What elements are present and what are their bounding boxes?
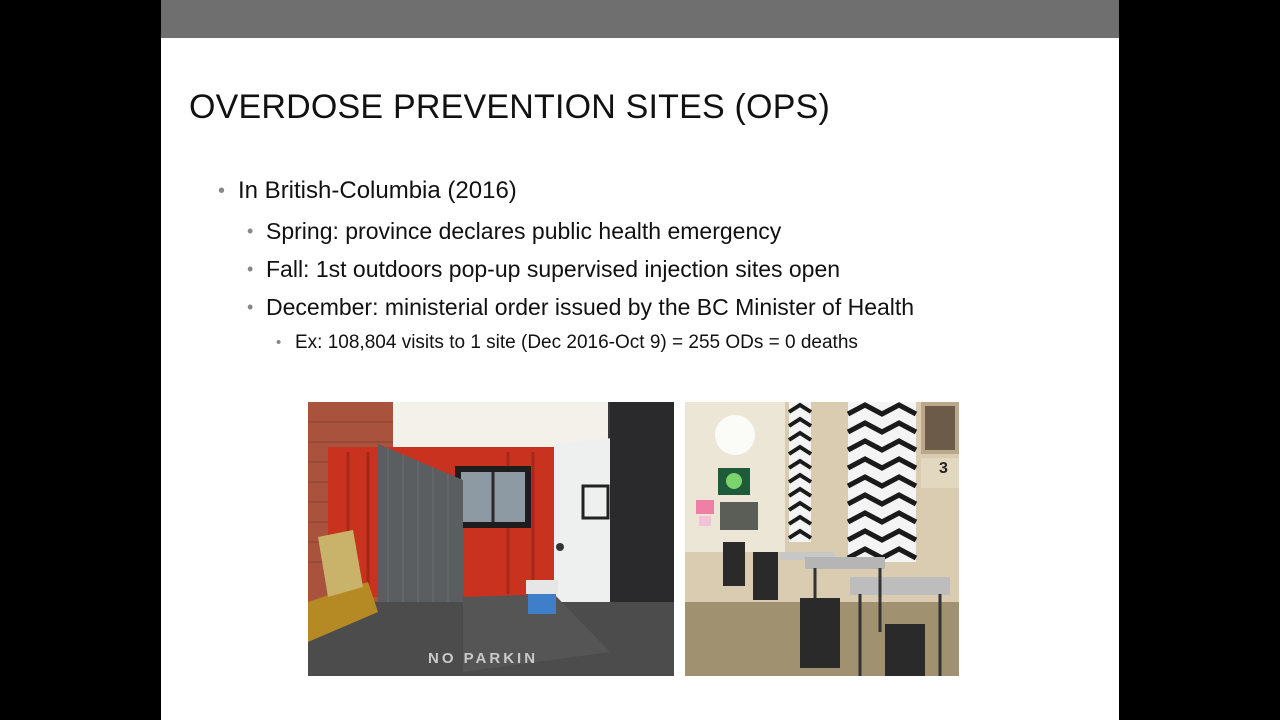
bullet-sub-spring <box>247 216 782 246</box>
bullet-sub-text: Spring: province declares public health emergency <box>266 218 782 244</box>
bullet-example-text: Ex: 108,804 visits to 1 site (Dec 2016-Oct 9) = 255 ODs = 0 deaths <box>295 332 858 353</box>
bullet-main-text: In British-Columbia (2016) <box>238 177 517 204</box>
bullet-dot-icon: • <box>247 297 254 317</box>
bullet-dot-icon: • <box>276 334 282 351</box>
bullet-example <box>276 330 858 356</box>
bullet-main <box>218 175 517 207</box>
bullet-sub-text: Fall: 1st outdoors pop-up supervised injection sites open <box>266 256 841 282</box>
bullet-sub-december <box>247 292 915 322</box>
bullet-sub-text: December: ministerial order issued by the BC Minister of Health <box>266 294 915 320</box>
no-parking-ground-text: NO PARKIN <box>428 650 539 667</box>
bullet-sub-fall <box>247 254 841 284</box>
slide <box>161 0 1119 720</box>
room-number-sign: 3 <box>939 460 948 477</box>
bullet-dot-icon: • <box>247 259 254 279</box>
bullet-dot-icon: • <box>218 180 226 202</box>
photo-outdoor-container-site <box>308 402 674 676</box>
slide-title: OVERDOSE PREVENTION SITES (OPS) <box>189 88 830 126</box>
bullet-dot-icon: • <box>247 221 254 241</box>
photo-indoor-site <box>685 402 959 676</box>
